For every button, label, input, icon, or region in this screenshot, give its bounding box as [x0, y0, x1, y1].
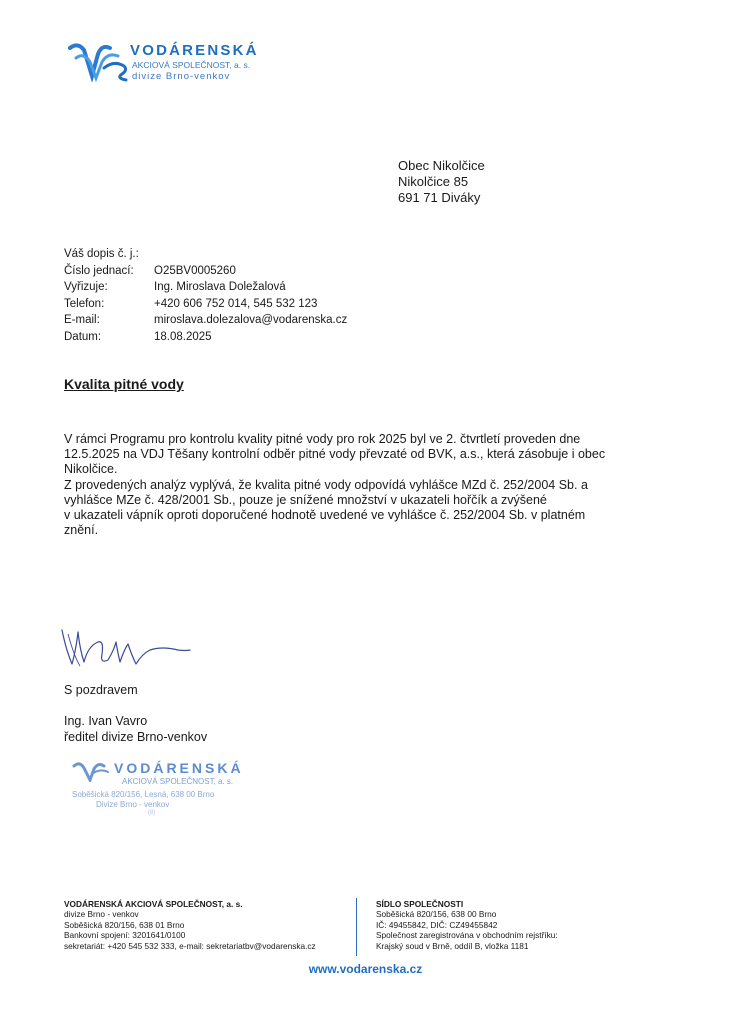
- stamp-initials: (8): [148, 810, 156, 816]
- stamp-division: Divize Brno - venkov: [96, 800, 170, 809]
- stamp-address: Soběšická 820/156, Lesná, 638 00 Brno: [72, 790, 215, 799]
- footer-line: Bankovní spojení: 3201641/0100: [64, 930, 186, 941]
- signer-role: ředitel divize Brno-venkov: [64, 730, 208, 744]
- recipient-line: Obec Nikolčice: [398, 158, 485, 173]
- body-line: znění.: [64, 523, 99, 538]
- company-logo: [68, 40, 268, 82]
- company-stamp: [72, 760, 242, 820]
- footer-line: Soběšická 820/156, 638 01 Brno: [64, 919, 185, 930]
- footer-line: Krajský soud v Brně, oddíl B, vložka 1181: [376, 940, 529, 951]
- footer-line: Společnost zaregistrována v obchodním rejstříku:: [376, 930, 558, 941]
- logo-division: divize Brno-venkov: [132, 71, 231, 82]
- meta-label: Váš dopis č. j.:: [64, 248, 139, 260]
- footer-line: IČ: 49455842, DIČ: CZ49455842: [376, 919, 498, 930]
- letter-body: [64, 432, 664, 538]
- signer-name: Ing. Ivan Vavro: [64, 714, 148, 728]
- website-link[interactable]: www.vodarenska.cz: [308, 962, 423, 976]
- footer-line: divize Brno - venkov: [64, 909, 139, 920]
- stamp-logo-icon: [72, 760, 112, 782]
- closing-regards: S pozdravem: [64, 683, 138, 697]
- wave-logo-icon: [68, 40, 130, 82]
- recipient-address: [398, 158, 485, 206]
- meta-row: [64, 246, 347, 263]
- meta-row: [64, 296, 347, 313]
- logo-subtitle: AKCIOVÁ SPOLEČNOST, a. s.: [132, 60, 251, 70]
- body-line: Z provedených analýz vyplývá, že kvalita pitné vody odpovídá vyhlášce MZd č. 252/2004 Sb. a: [64, 477, 588, 492]
- meta-row: [64, 279, 347, 296]
- logo-name: VODÁRENSKÁ: [130, 42, 259, 59]
- footer-company-title: VODÁRENSKÁ AKCIOVÁ SPOLEČNOST, a. s.: [64, 899, 243, 909]
- meta-label: Vyřizuje:: [64, 281, 108, 293]
- letter-metadata: [64, 246, 347, 345]
- body-line: 12.5.2025 na VDJ Těšany kontrolní odběr pitné vody převzaté od BVK, a.s., která zásobuje i obec: [64, 447, 606, 462]
- meta-row: [64, 263, 347, 280]
- meta-value: 18.08.2025: [154, 330, 212, 343]
- footer-company-info: [64, 899, 316, 951]
- body-line: vyhlášce MZe č. 428/2001 Sb., pouze je snížené množství v ukazateli hořčík a zvýšené: [64, 492, 547, 507]
- meta-label: Číslo jednací:: [64, 264, 134, 277]
- letter-subject: Kvalita pitné vody: [64, 376, 184, 392]
- body-line: V rámci Programu pro kontrolu kvality pitné vody pro rok 2025 byl ve 2. čtvrtletí proveden dne: [64, 432, 581, 446]
- body-line: Nikolčice.: [64, 462, 118, 477]
- meta-value: O25BV0005260: [154, 264, 236, 277]
- footer-divider: [356, 898, 357, 956]
- meta-row: [64, 329, 347, 346]
- signer-block: [64, 713, 207, 745]
- recipient-line: Nikolčice 85: [398, 174, 469, 189]
- meta-value: +420 606 752 014, 545 532 123: [154, 297, 318, 310]
- footer-line: Soběšická 820/156, 638 00 Brno: [376, 909, 497, 920]
- meta-value: miroslava.dolezalova@vodarenska.cz: [154, 314, 348, 326]
- footer-office-title: SÍDLO SPOLEČNOSTI: [376, 899, 464, 909]
- stamp-name: VODÁRENSKÁ: [114, 760, 244, 776]
- footer-registered-office: [376, 899, 558, 951]
- meta-value: Ing. Miroslava Doležalová: [154, 281, 286, 293]
- meta-row: [64, 312, 347, 329]
- meta-label: Datum:: [64, 330, 102, 343]
- footer-line: sekretariát: +420 545 532 333, e-mail: sekretariatbv@vodarenska.cz: [64, 940, 316, 951]
- handwritten-signature: [58, 620, 198, 680]
- stamp-subtitle: AKCIOVÁ SPOLEČNOST, a. s.: [122, 777, 234, 786]
- meta-label: Telefon:: [64, 297, 105, 310]
- recipient-line: 691 71 Diváky: [398, 190, 481, 205]
- meta-label: E-mail:: [64, 314, 100, 326]
- body-line: v ukazateli vápník oproti doporučené hodnotě uvedené ve vyhlášce č. 252/2004 Sb. v platném: [64, 508, 586, 523]
